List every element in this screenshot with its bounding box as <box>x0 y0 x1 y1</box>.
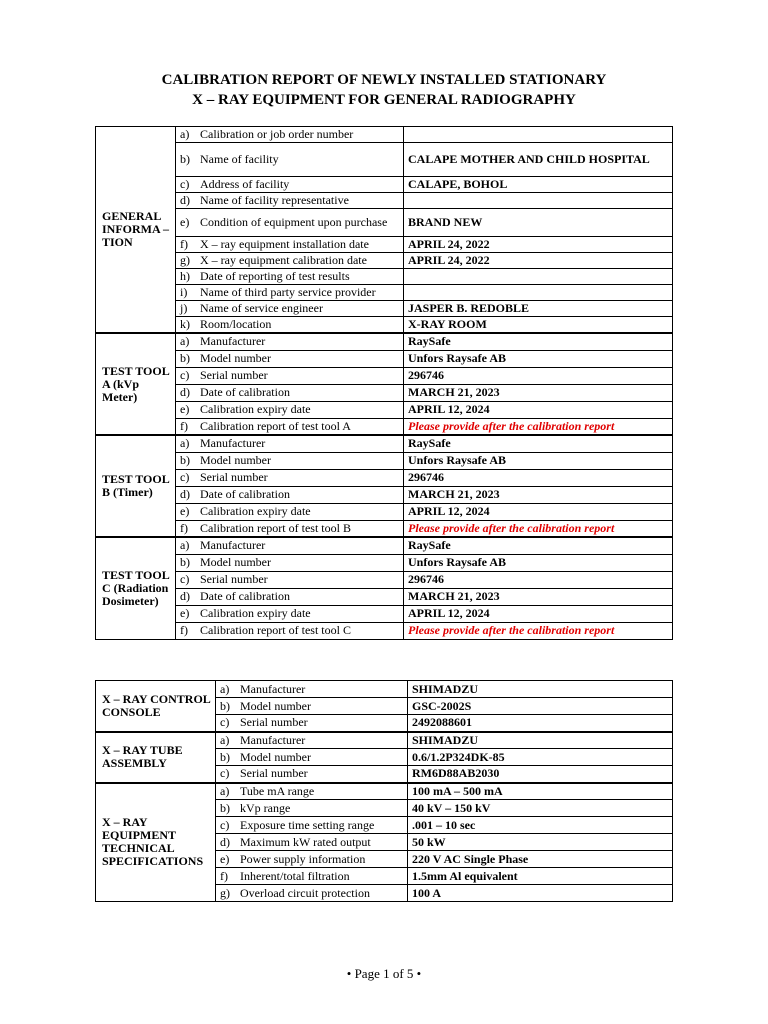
field-label-cell <box>176 401 404 418</box>
field-key: c) <box>220 817 230 832</box>
table-row <box>96 418 673 435</box>
field-value: RaySafe <box>404 435 673 452</box>
field-label: X – ray equipment calibration date <box>200 253 367 267</box>
field-key: a) <box>220 681 230 696</box>
field-key: d) <box>180 589 190 603</box>
field-label-cell <box>216 800 408 817</box>
table-row <box>96 435 673 452</box>
table-row <box>96 384 673 401</box>
field-label-cell <box>176 333 404 350</box>
field-key: i) <box>180 285 188 299</box>
field-label-cell <box>176 143 404 177</box>
field-key: d) <box>180 193 190 207</box>
field-key: e) <box>180 606 190 620</box>
field-label: Name of service engineer <box>200 301 323 315</box>
field-label-cell <box>176 418 404 435</box>
field-value: Unfors Raysafe AB <box>404 554 673 571</box>
field-label: Model number <box>200 351 271 365</box>
table-row <box>96 554 673 571</box>
field-label-cell <box>176 520 404 537</box>
field-value: 296746 <box>404 571 673 588</box>
field-value: MARCH 21, 2023 <box>404 486 673 503</box>
field-label-cell <box>176 452 404 469</box>
field-value: GSC-2002S <box>408 698 673 715</box>
field-label: Maximum kW rated output <box>240 834 371 849</box>
field-key: c) <box>180 572 190 586</box>
field-label-cell <box>216 834 408 851</box>
table-row <box>96 285 673 301</box>
field-key: a) <box>180 538 190 553</box>
field-label-cell <box>176 367 404 384</box>
field-label-cell <box>176 486 404 503</box>
field-label-cell <box>216 749 408 766</box>
field-label-cell <box>176 622 404 639</box>
field-key: g) <box>220 885 230 900</box>
page-footer: • Page 1 of 5 • <box>346 966 422 981</box>
field-value: 296746 <box>404 469 673 486</box>
field-value <box>404 269 673 285</box>
field-value: APRIL 12, 2024 <box>404 503 673 520</box>
field-value: 0.6/1.2P324DK-85 <box>408 749 673 766</box>
field-key: f) <box>180 520 188 535</box>
field-key: d) <box>220 834 230 849</box>
field-value: RaySafe <box>404 333 673 350</box>
field-label: Manufacturer <box>240 681 306 696</box>
field-value: MARCH 21, 2023 <box>404 588 673 605</box>
field-key: c) <box>180 368 190 382</box>
field-label: Name of facility representative <box>200 193 349 207</box>
field-value: 296746 <box>404 367 673 384</box>
field-key: a) <box>220 783 230 798</box>
table-row <box>96 588 673 605</box>
field-label: Calibration report of test tool A <box>200 418 351 433</box>
field-key: a) <box>180 436 190 451</box>
field-label: Serial number <box>200 368 268 382</box>
field-value: 50 kW <box>408 834 673 851</box>
field-label: Model number <box>200 555 271 569</box>
table-row <box>96 605 673 622</box>
field-label: X – ray equipment installation date <box>200 237 369 251</box>
section-label-toolB: TEST TOOL B (Timer) <box>96 435 176 537</box>
field-label: Manufacturer <box>200 436 266 451</box>
field-key: b) <box>180 152 190 166</box>
table-row <box>96 317 673 334</box>
field-value <box>404 285 673 301</box>
field-value: 100 mA – 500 mA <box>408 783 673 800</box>
field-label: Address of facility <box>200 177 290 191</box>
field-label: Exposure time setting range <box>240 817 375 832</box>
field-label: Manufacturer <box>200 334 266 349</box>
field-label-cell <box>216 698 408 715</box>
field-label: Calibration report of test tool B <box>200 520 351 535</box>
field-label-cell <box>176 209 404 237</box>
field-value: BRAND NEW <box>404 209 673 237</box>
table-row <box>96 469 673 486</box>
field-label-cell <box>176 177 404 193</box>
table1-body <box>96 127 673 640</box>
field-label-cell <box>176 253 404 269</box>
field-value: APRIL 24, 2022 <box>404 253 673 269</box>
table-row <box>96 783 673 800</box>
field-value: Unfors Raysafe AB <box>404 350 673 367</box>
field-key: c) <box>180 177 190 191</box>
table-row <box>96 301 673 317</box>
table-row <box>96 333 673 350</box>
field-label: Room/location <box>200 317 272 331</box>
table-row <box>96 537 673 554</box>
field-label: Date of calibration <box>200 589 290 603</box>
field-value: Unfors Raysafe AB <box>404 452 673 469</box>
section-label-general: GENERAL INFORMA – TION <box>96 127 176 334</box>
field-key: b) <box>180 555 190 569</box>
field-key: g) <box>180 253 190 267</box>
field-key: c) <box>220 715 230 730</box>
field-label: Condition of equipment upon purchase <box>200 215 388 229</box>
field-key: d) <box>180 487 190 501</box>
table-row <box>96 732 673 749</box>
field-key: a) <box>180 127 190 141</box>
field-label: Calibration expiry date <box>200 504 311 518</box>
field-label-cell <box>176 503 404 520</box>
section-label-toolC: TEST TOOL C (Radiation Dosimeter) <box>96 537 176 639</box>
field-key: e) <box>180 215 190 229</box>
field-key: b) <box>220 800 230 815</box>
field-label: Calibration or job order number <box>200 127 354 141</box>
field-label-cell <box>216 868 408 885</box>
field-key: a) <box>220 732 230 747</box>
table-row <box>96 367 673 384</box>
field-value: APRIL 24, 2022 <box>404 237 673 253</box>
field-label: Serial number <box>200 470 268 484</box>
field-label-cell <box>216 783 408 800</box>
field-value <box>404 127 673 143</box>
field-value: 1.5mm Al equivalent <box>408 868 673 885</box>
field-key: f) <box>180 623 188 637</box>
field-key: e) <box>180 402 190 416</box>
field-label-cell <box>216 851 408 868</box>
field-label: kVp range <box>240 800 291 815</box>
table-row <box>96 350 673 367</box>
field-label: Power supply information <box>240 851 366 866</box>
field-label-cell <box>216 732 408 749</box>
field-label-cell <box>176 605 404 622</box>
report-title <box>0 70 768 110</box>
field-value: Please provide after the calibration report <box>404 622 673 639</box>
field-key: j) <box>180 301 188 315</box>
field-label-cell <box>176 537 404 554</box>
field-label-cell <box>176 588 404 605</box>
field-value: SHIMADZU <box>408 681 673 698</box>
field-key: b) <box>220 698 230 713</box>
table-row <box>96 237 673 253</box>
table-row <box>96 193 673 209</box>
field-label: Name of third party service provider <box>200 285 376 299</box>
field-value: RaySafe <box>404 537 673 554</box>
table-row <box>96 681 673 698</box>
section-label-toolA: TEST TOOL A (kVp Meter) <box>96 333 176 435</box>
field-key: b) <box>180 453 190 467</box>
field-value: X-RAY ROOM <box>404 317 673 334</box>
field-value: APRIL 12, 2024 <box>404 401 673 418</box>
section-label-console: X – RAY CONTROL CONSOLE <box>96 681 216 732</box>
field-key: d) <box>180 385 190 399</box>
field-key: b) <box>220 749 230 764</box>
table-row <box>96 520 673 537</box>
field-label-cell <box>176 317 404 334</box>
field-label: Date of reporting of test results <box>200 269 350 283</box>
field-key: c) <box>180 470 190 484</box>
field-label-cell <box>176 384 404 401</box>
field-key: b) <box>180 351 190 365</box>
table-row <box>96 209 673 237</box>
field-value: 40 kV – 150 kV <box>408 800 673 817</box>
field-label: Date of calibration <box>200 385 290 399</box>
field-key: f) <box>180 418 188 433</box>
table-row <box>96 269 673 285</box>
field-label-cell <box>216 885 408 902</box>
field-key: k) <box>180 317 190 331</box>
field-key: a) <box>180 334 190 349</box>
field-label-cell <box>176 469 404 486</box>
field-label-cell <box>216 681 408 698</box>
table-row <box>96 486 673 503</box>
field-label: Inherent/total filtration <box>240 868 350 883</box>
report-title-line1: CALIBRATION REPORT OF NEWLY INSTALLED STATIONARY <box>161 72 607 88</box>
field-label: Name of facility <box>200 152 279 166</box>
field-label-cell <box>176 193 404 209</box>
table-row <box>96 177 673 193</box>
field-key: e) <box>220 851 230 866</box>
field-value: SHIMADZU <box>408 732 673 749</box>
field-label-cell <box>176 127 404 143</box>
table-row <box>96 571 673 588</box>
field-value: .001 – 10 sec <box>408 817 673 834</box>
table-row <box>96 143 673 177</box>
field-label: Model number <box>240 698 311 713</box>
field-value: CALAPE, BOHOL <box>404 177 673 193</box>
table-row <box>96 503 673 520</box>
field-label: Manufacturer <box>240 732 306 747</box>
field-key: e) <box>180 504 190 518</box>
field-label: Calibration expiry date <box>200 606 311 620</box>
report-title-line2: X – RAY EQUIPMENT FOR GENERAL RADIOGRAPHY <box>192 92 576 108</box>
table-row <box>96 401 673 418</box>
field-label: Date of calibration <box>200 487 290 501</box>
field-value <box>404 193 673 209</box>
field-value: 100 A <box>408 885 673 902</box>
field-label: Calibration report of test tool C <box>200 623 351 637</box>
equipment-specifications-table <box>95 680 673 902</box>
field-label: Serial number <box>240 715 308 730</box>
field-label-cell <box>176 571 404 588</box>
table2-body <box>96 681 673 902</box>
section-label-specs: X – RAY EQUIPMENT TECHNICAL SPECIFICATIONS <box>96 783 216 902</box>
field-label-cell <box>216 817 408 834</box>
table-row <box>96 622 673 639</box>
field-key: f) <box>180 237 188 251</box>
field-label-cell <box>176 350 404 367</box>
field-value: Please provide after the calibration report <box>404 418 673 435</box>
field-label-cell <box>176 554 404 571</box>
field-label: Overload circuit protection <box>240 885 370 900</box>
field-label: Tube mA range <box>240 783 315 798</box>
general-and-test-tools-table <box>95 126 673 640</box>
field-key: h) <box>180 269 190 283</box>
field-value: MARCH 21, 2023 <box>404 384 673 401</box>
field-value: APRIL 12, 2024 <box>404 605 673 622</box>
field-label: Calibration expiry date <box>200 402 311 416</box>
field-label: Manufacturer <box>200 538 266 553</box>
field-value: 220 V AC Single Phase <box>408 851 673 868</box>
section-label-tube: X – RAY TUBE ASSEMBLY <box>96 732 216 783</box>
field-label-cell <box>176 285 404 301</box>
field-label: Model number <box>200 453 271 467</box>
table-row <box>96 127 673 143</box>
field-label-cell <box>176 237 404 253</box>
field-value: Please provide after the calibration report <box>404 520 673 537</box>
field-value: CALAPE MOTHER AND CHILD HOSPITAL <box>404 143 673 177</box>
field-value: 2492088601 <box>408 715 673 732</box>
field-label: Serial number <box>200 572 268 586</box>
table-row <box>96 452 673 469</box>
field-value: RM6D88AB2030 <box>408 766 673 783</box>
field-label-cell <box>176 435 404 452</box>
field-value: JASPER B. REDOBLE <box>404 301 673 317</box>
field-label-cell <box>176 269 404 285</box>
field-label: Model number <box>240 749 311 764</box>
field-label-cell <box>216 766 408 783</box>
field-label-cell <box>216 715 408 732</box>
field-key: c) <box>220 766 230 781</box>
field-label-cell <box>176 301 404 317</box>
field-key: f) <box>220 868 228 883</box>
field-label: Serial number <box>240 766 308 781</box>
table-row <box>96 253 673 269</box>
